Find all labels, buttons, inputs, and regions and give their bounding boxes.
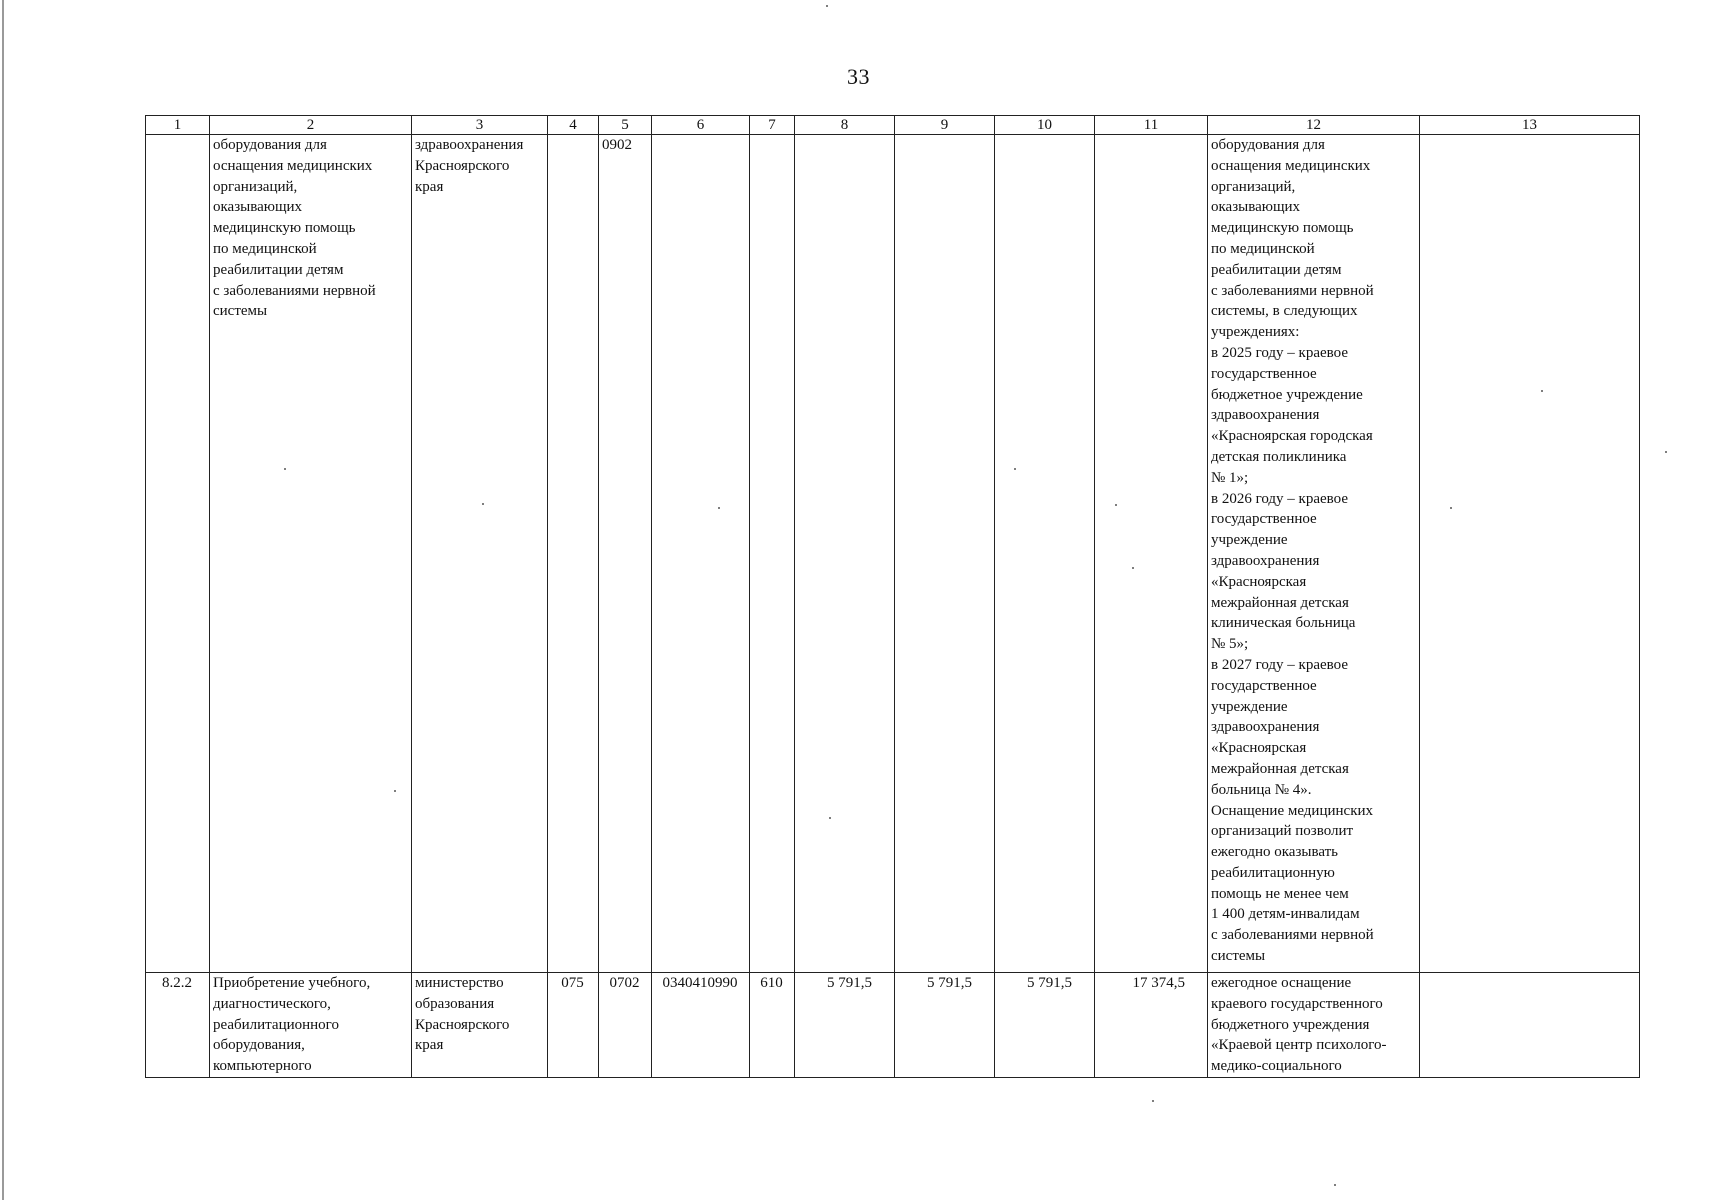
text-line: государственное [1211, 365, 1317, 382]
text-line: здравоохранения [1211, 719, 1320, 736]
scan-speck [284, 468, 286, 470]
notes-cell [1420, 135, 1640, 973]
measure-name-text [213, 973, 407, 1077]
scan-speck [1014, 468, 1016, 470]
text-line: № 1»; [1211, 469, 1249, 486]
text-line: «Краевой центр психолого- [1211, 1037, 1387, 1054]
text-line: Оснащение медицинских [1211, 802, 1374, 819]
text-line: учреждениях: [1211, 324, 1300, 341]
scan-speck [1665, 451, 1667, 453]
column-number: 6 [652, 116, 750, 135]
column-number: 1 [146, 116, 210, 135]
text-line: помощь не менее чем [1211, 885, 1349, 902]
text-line: детская поликлиника [1211, 448, 1347, 465]
text-line: Красноярского [415, 157, 510, 174]
text-line: министерство [415, 975, 504, 991]
text-line: больница № 4». [1211, 781, 1312, 798]
text-line: медико-социального [1211, 1058, 1342, 1075]
table-row [146, 135, 1640, 973]
text-line: Красноярского [415, 1016, 510, 1033]
responsible-body-text [415, 135, 543, 197]
text-line: учреждение [1211, 532, 1288, 549]
text-line: оснащения медицинских [1211, 157, 1371, 174]
text-line: реабилитационного [213, 1016, 339, 1033]
text-line: края [415, 178, 444, 195]
text-line: № 5»; [1211, 636, 1249, 653]
text-line: реабилитации детям [213, 261, 344, 278]
column-number: 7 [750, 116, 795, 135]
text-line: межрайонная детская [1211, 594, 1349, 611]
text-line: «Красноярская [1211, 573, 1307, 590]
scan-speck [1152, 1100, 1154, 1102]
text-line: Приобретение учебного, [213, 975, 371, 991]
text-line: по медицинской [213, 240, 317, 257]
text-line: бюджетного учреждения [1211, 1016, 1370, 1033]
text-line: здравоохранения [415, 137, 524, 153]
text-line: медицинскую помощь [1211, 220, 1354, 237]
expected-result-text [1211, 973, 1415, 1077]
text-line: системы [213, 303, 268, 320]
expense-type-cell [750, 135, 795, 973]
text-line: здравоохранения [1211, 552, 1320, 569]
responsible-body-cell [412, 135, 548, 973]
scan-speck [718, 507, 720, 509]
measure-name-cell [210, 135, 412, 973]
text-line: «Красноярская городская [1211, 428, 1373, 445]
text-line: здравоохранения [1211, 407, 1320, 424]
amount-cell [895, 135, 995, 973]
scan-speck [1541, 390, 1543, 392]
text-line: учреждение [1211, 698, 1288, 715]
column-number: 5 [599, 116, 652, 135]
scan-speck [829, 817, 831, 819]
column-number: 4 [548, 116, 599, 135]
expected-result-cell [1208, 973, 1420, 1078]
text-line: ежегодное оснащение [1211, 975, 1352, 991]
code-cell: 075 [548, 973, 599, 1078]
scan-speck [1132, 567, 1134, 569]
section-code-cell: 0702 [599, 973, 652, 1078]
text-line: оказывающих [213, 199, 303, 216]
total-cell [1095, 135, 1208, 973]
scan-speck [826, 5, 828, 7]
column-number-row [146, 116, 1640, 135]
text-line: с заболеваниями нервной [213, 282, 376, 299]
column-number: 13 [1420, 116, 1640, 135]
expected-result-cell [1208, 135, 1420, 973]
text-line: межрайонная детская [1211, 760, 1349, 777]
column-number: 3 [412, 116, 548, 135]
target-code-cell: 0340410990 [652, 973, 750, 1078]
text-line: государственное [1211, 677, 1317, 694]
expected-result-text [1211, 135, 1415, 967]
column-number: 12 [1208, 116, 1420, 135]
text-line: организаций, [213, 178, 298, 195]
total-cell: 17 374,5 [1095, 973, 1208, 1078]
measure-name-text [213, 135, 407, 322]
text-line: оборудования для [1211, 137, 1325, 153]
amount-cell: 5 791,5 [895, 973, 995, 1078]
page-number: 33 [847, 64, 870, 89]
text-line: края [415, 1037, 444, 1054]
column-number: 8 [795, 116, 895, 135]
scan-speck [482, 503, 484, 505]
responsible-body-text [415, 973, 543, 1056]
text-line: клиническая больница [1211, 615, 1356, 632]
text-line: диагностического, [213, 995, 331, 1012]
responsible-body-cell [412, 973, 548, 1078]
text-line: государственное [1211, 511, 1317, 528]
text-line: «Красноярская [1211, 740, 1307, 757]
section-code-cell: 0902 [599, 135, 652, 973]
column-number: 2 [210, 116, 412, 135]
text-line: реабилитации детям [1211, 261, 1342, 278]
scan-edge [2, 0, 4, 1200]
scan-speck [1115, 504, 1117, 506]
amount-cell: 5 791,5 [795, 973, 895, 1078]
text-line: в 2026 году – краевое [1211, 490, 1348, 507]
text-line: с заболеваниями нервной [1211, 927, 1374, 944]
table-row [146, 973, 1640, 1078]
text-line: системы, в следующих [1211, 303, 1358, 320]
text-line: оборудования для [213, 137, 327, 153]
amount-cell: 5 791,5 [995, 973, 1095, 1078]
text-line: организаций, [1211, 178, 1296, 195]
text-line: 1 400 детям-инвалидам [1211, 906, 1360, 923]
text-line: оснащения медицинских [213, 157, 373, 174]
column-number: 11 [1095, 116, 1208, 135]
text-line: с заболеваниями нервной [1211, 282, 1374, 299]
text-line: реабилитационную [1211, 864, 1335, 881]
scan-speck [1450, 507, 1452, 509]
code-cell [548, 135, 599, 973]
column-number: 10 [995, 116, 1095, 135]
notes-cell [1420, 973, 1640, 1078]
column-number: 9 [895, 116, 995, 135]
scan-speck [1334, 1184, 1336, 1186]
text-line: оказывающих [1211, 199, 1301, 216]
expense-type-cell: 610 [750, 973, 795, 1078]
target-code-cell [652, 135, 750, 973]
amount-cell [795, 135, 895, 973]
text-line: в 2027 году – краевое [1211, 656, 1348, 673]
amount-cell [995, 135, 1095, 973]
text-line: бюджетное учреждение [1211, 386, 1363, 403]
text-line: оборудования, [213, 1037, 305, 1054]
text-line: медицинскую помощь [213, 220, 356, 237]
budget-table [145, 115, 1640, 1078]
text-line: компьютерного [213, 1058, 312, 1075]
scan-speck [394, 790, 396, 792]
text-line: краевого государственного [1211, 995, 1383, 1012]
measure-name-cell [210, 973, 412, 1078]
text-line: в 2025 году – краевое [1211, 344, 1348, 361]
text-line: ежегодно оказывать [1211, 844, 1339, 861]
text-line: образования [415, 995, 495, 1012]
text-line: организаций позволит [1211, 823, 1354, 840]
row-number-cell: 8.2.2 [146, 973, 210, 1078]
text-line: по медицинской [1211, 240, 1315, 257]
row-number-cell [146, 135, 210, 973]
text-line: системы [1211, 948, 1266, 965]
